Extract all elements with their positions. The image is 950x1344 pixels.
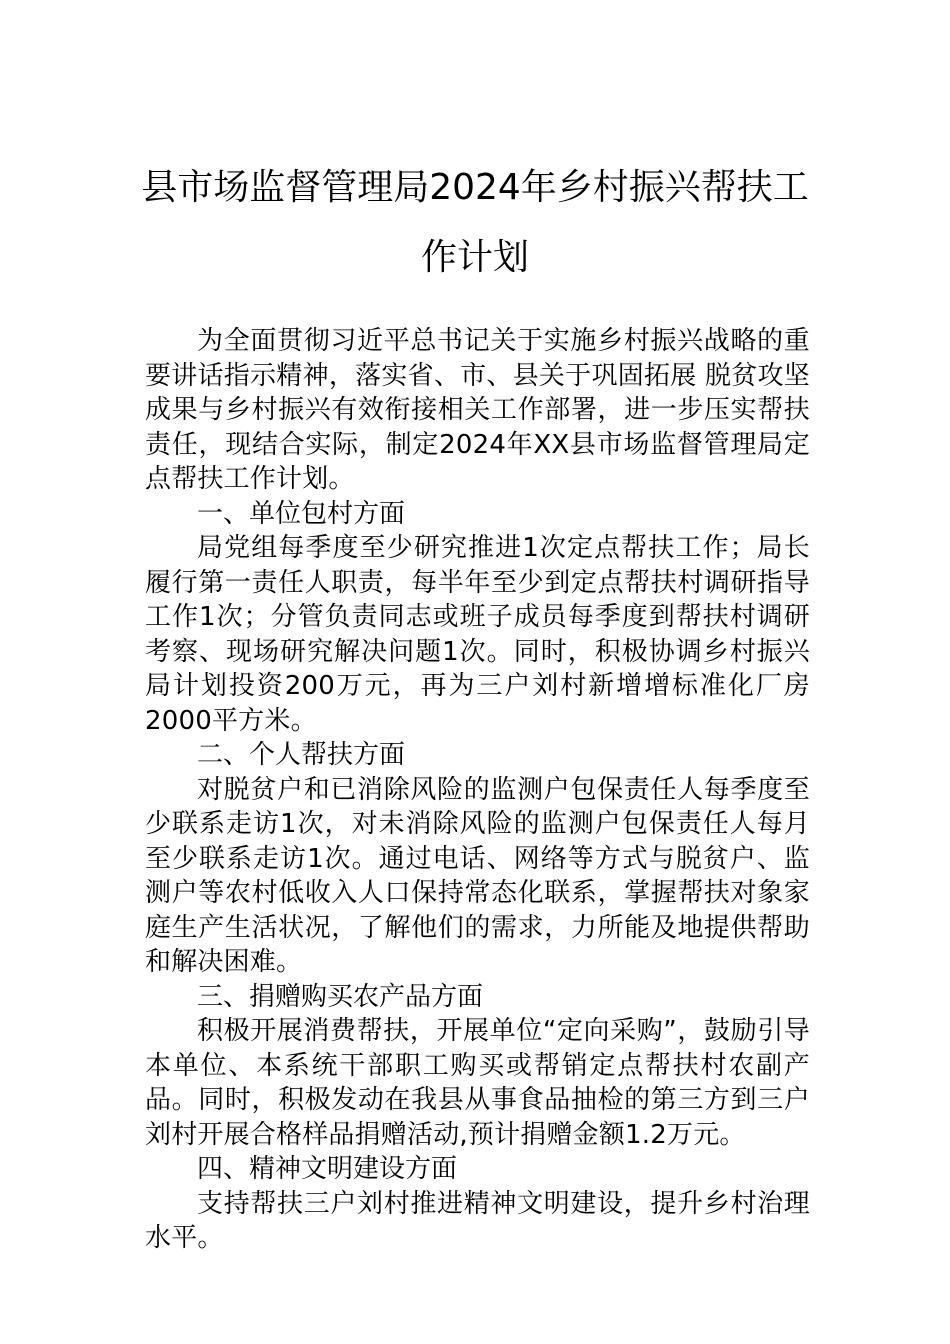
section-heading-1: 一、单位包村方面: [197, 498, 406, 529]
document-title-line-1: 县市场监督管理局2024年乡村振兴帮扶工: [141, 167, 809, 208]
section-paragraph-1: 局党组每季度至少研究推进1次定点帮扶工作；局长履行第一责任人职责，每半年至少到定点帮扶村调研指导工作1次；分管负责同志或班子成员每季度到帮扶村调研考察、现场研究解决问题1次。同时，积极协调乡村振兴局计划投资200万元，再为三户刘村新增增标准化厂房2000平方米。: [145, 533, 810, 736]
intro-paragraph: 为全面贯彻习近平总书记关于实施乡村振兴战略的重要讲话指示精神，落实省、市、县关于巩固拓展 脱贫攻坚成果与乡村振兴有效衔接相关工作部署，进一步压实帮扶责任，现结合实际，制定2024年XX县市场监督管理局定点帮扶工作计划。: [145, 326, 810, 494]
section-paragraph-4: 支持帮扶三户刘村推进精神文明建设，提升乡村治理水平。: [145, 1188, 810, 1253]
section-heading-3: 三、捐赠购买农产品方面: [197, 981, 484, 1012]
document-title-line-2: 作计划: [420, 237, 529, 278]
section-heading-4: 四、精神文明建设方面: [197, 1154, 458, 1184]
document-body: [145, 324, 810, 1256]
section-heading-2: 二、个人帮扶方面: [197, 740, 406, 770]
section-paragraph-3: 积极开展消费帮扶，开展单位“定向采购”，鼓励引导本单位、本系统干部职工购买或帮销定点帮扶村农副产品。同时，积极发动在我县从事食品抽检的第三方到三户刘村开展合格样品捐赠活动,预计捐赠金额1.2万元。: [145, 1016, 810, 1150]
section-paragraph-2: 对脱贫户和已消除风险的监测户包保责任人每季度至少联系走访1次，对未消除风险的监测户包保责任人每月至少联系走访1次。通过电话、网络等方式与脱贫户、监测户等农村低收入人口保持常态化联系，掌握帮扶对象家庭生产生活状况，了解他们的需求，力所能及地提供帮助和解决困难。: [145, 774, 810, 977]
